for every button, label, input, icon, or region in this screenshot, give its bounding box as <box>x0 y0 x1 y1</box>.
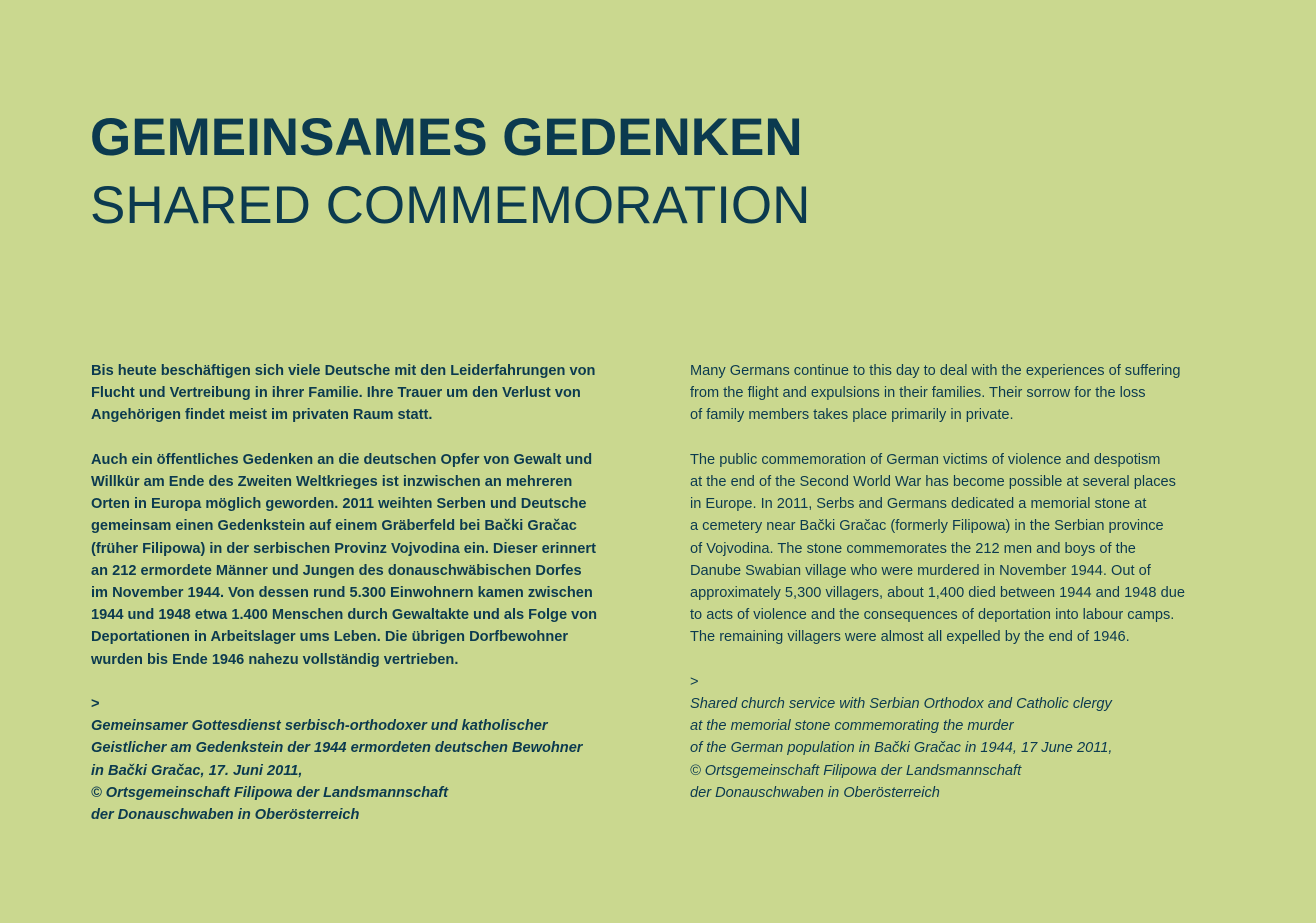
text-line: of Vojvodina. The stone commemorates the 212 men and boys of the <box>690 540 1136 557</box>
text-line: Flucht und Vertreibung in ihrer Familie. Ihre Trauer um den Verlust von <box>91 385 581 402</box>
caption-line: © Ortsgemeinschaft Filipowa der Landsmannschaft <box>91 784 449 801</box>
text-line: in Europe. In 2011, Serbs and Germans dedicated a memorial stone at <box>690 496 1147 513</box>
english-text-column <box>690 360 1250 804</box>
english-photo-caption <box>690 671 1250 804</box>
caption-line: der Donauschwaben in Oberösterreich <box>91 807 360 824</box>
text-line: approximately 5,300 villagers, about 1,400 died between 1944 and 1948 due <box>690 585 1185 602</box>
text-line: from the flight and expulsions in their families. Their sorrow for the loss <box>690 385 1146 402</box>
english-paragraph-2 <box>690 449 1250 649</box>
caption-line: in Bački Gračac, 17. Juni 2011, <box>91 762 303 779</box>
text-line: Danube Swabian village who were murdered in November 1944. Out of <box>690 562 1151 579</box>
text-line: wurden bis Ende 1946 nahezu vollständig vertrieben. <box>91 651 459 668</box>
text-line: (früher Filipowa) in der serbischen Provinz Vojvodina ein. Dieser erinnert <box>91 540 596 557</box>
german-paragraph-2 <box>91 449 631 671</box>
german-text-column <box>91 360 631 826</box>
text-line: gemeinsam einen Gedenkstein auf einem Gräberfeld bei Bački Gračac <box>91 518 577 535</box>
text-line: of family members takes place primarily in private. <box>690 407 1014 424</box>
caption-line: Gemeinsamer Gottesdienst serbisch-orthodoxer und katholischer <box>91 718 548 735</box>
english-paragraph-1 <box>690 360 1250 427</box>
text-line: Angehörigen findet meist im privaten Raum statt. <box>91 407 433 424</box>
text-line: im November 1944. Von dessen rund 5.300 Einwohnern kamen zwischen <box>91 585 593 602</box>
text-line: Willkür am Ende des Zweiten Weltkrieges ist inzwischen an mehreren <box>91 474 573 490</box>
caption-line: Shared church service with Serbian Orthodox and Catholic clergy <box>690 696 1112 713</box>
page-title-english: SHARED COMMEMORATION <box>90 176 811 235</box>
text-line: Deportationen in Arbeitslager ums Leben. Die übrigen Dorfbewohner <box>91 629 569 646</box>
caption-line: of the German population in Bački Gračac in 1944, 17 June 2011, <box>690 740 1113 757</box>
caption-line: at the memorial stone commemorating the murder <box>690 718 1014 735</box>
text-line: The public commemoration of German victims of violence and despotism <box>690 451 1161 468</box>
text-line: an 212 ermordete Männer und Jungen des donauschwäbischen Dorfes <box>91 562 582 579</box>
text-line: Orten in Europa möglich geworden. 2011 weihten Serben und Deutsche <box>91 496 587 513</box>
caption-line: © Ortsgemeinschaft Filipowa der Landsmannschaft <box>690 762 1022 779</box>
text-line: 1944 und 1948 etwa 1.400 Menschen durch Gewaltakte und als Folge von <box>91 607 598 624</box>
text-line: Auch ein öffentliches Gedenken an die deutschen Opfer von Gewalt und <box>91 451 593 468</box>
page-title-german: GEMEINSAMES GEDENKEN <box>90 108 803 167</box>
caption-line: der Donauschwaben in Oberösterreich <box>690 784 940 801</box>
caption-line: Geistlicher am Gedenkstein der 1944 ermordeten deutschen Bewohner <box>91 740 583 757</box>
german-photo-caption <box>91 693 631 826</box>
text-line: Many Germans continue to this day to deal with the experiences of suffering <box>690 363 1181 379</box>
text-line: at the end of the Second World War has become possible at several places <box>690 474 1176 490</box>
caption-arrow-marker: > <box>690 673 699 690</box>
text-line: a cemetery near Bački Gračac (formerly Filipowa) in the Serbian province <box>690 518 1164 535</box>
text-line: to acts of violence and the consequences of deportation into labour camps. <box>690 607 1175 624</box>
caption-arrow-marker: > <box>91 696 100 713</box>
text-line: The remaining villagers were almost all expelled by the end of 1946. <box>690 629 1130 646</box>
text-line: Bis heute beschäftigen sich viele Deutsche mit den Leiderfahrungen von <box>91 363 596 379</box>
german-paragraph-1 <box>91 360 631 427</box>
